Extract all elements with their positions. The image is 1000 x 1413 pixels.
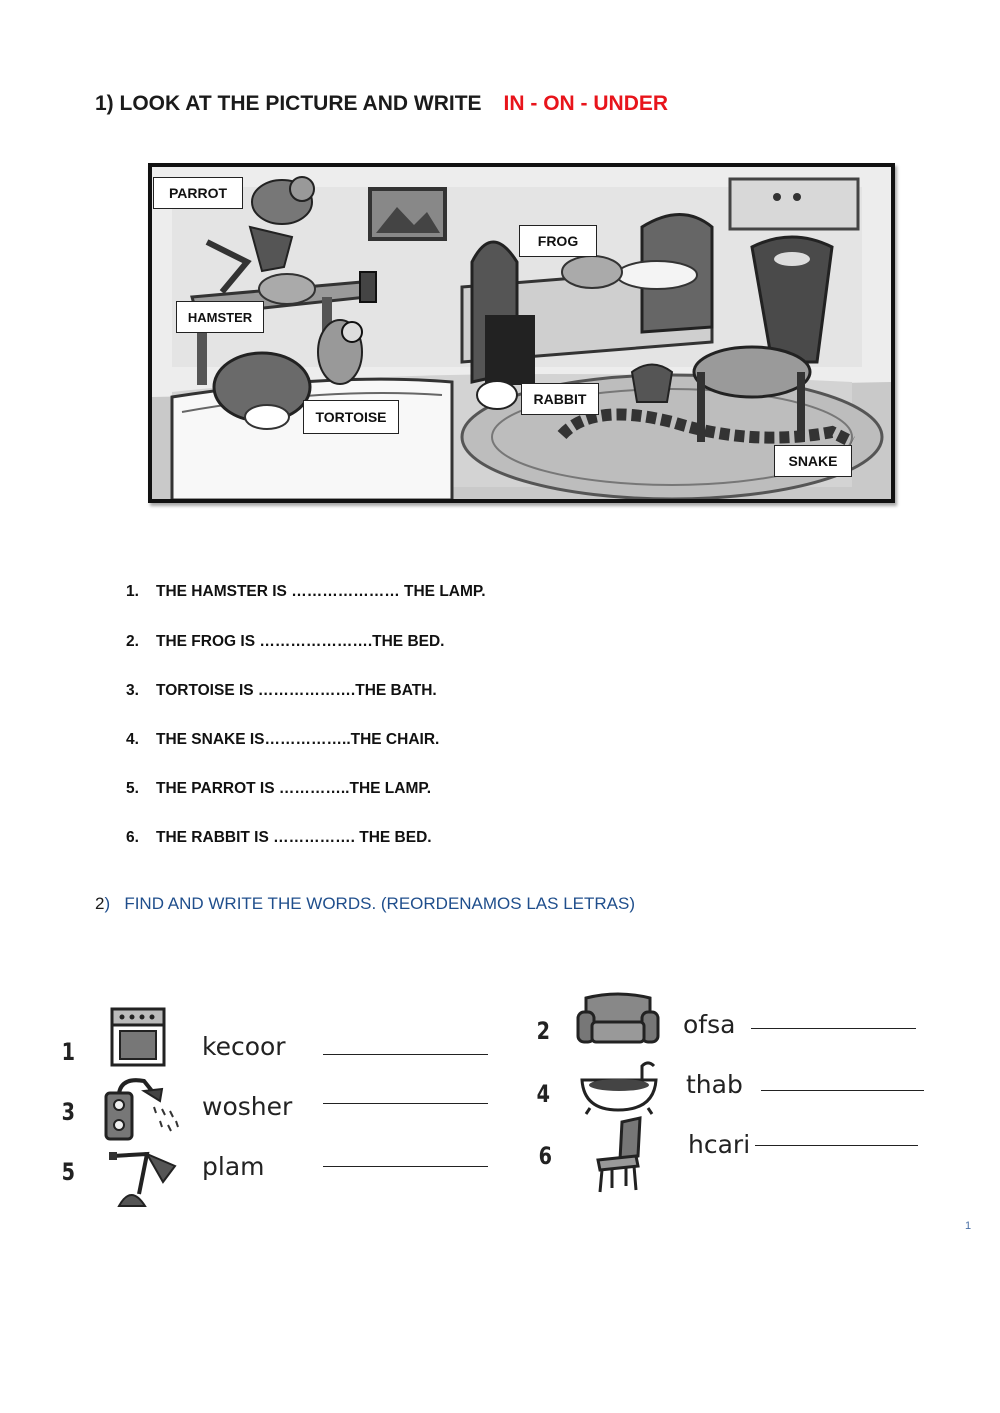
question-3: [126, 682, 437, 700]
item-number: 6: [538, 1142, 553, 1170]
scrambled-word: thab: [686, 1070, 743, 1099]
question-number: 3.: [126, 682, 139, 699]
page-number: 1: [965, 1220, 972, 1232]
question-number: 6.: [126, 829, 139, 846]
scrambled-word: ofsa: [683, 1010, 736, 1039]
scrambled-word: hcari: [688, 1130, 751, 1159]
section2-number: 2: [95, 894, 105, 913]
item-number: 2: [536, 1017, 551, 1045]
question-number: 5.: [126, 780, 139, 797]
question-number: 4.: [126, 731, 139, 748]
scrambled-word: kecoor: [202, 1032, 286, 1061]
sofa-icon: [576, 990, 660, 1048]
question-5: [126, 780, 431, 798]
label-parrot: PARROT: [153, 177, 243, 209]
section2-title: [95, 894, 635, 914]
label-snake: SNAKE: [774, 445, 852, 477]
bath-icon: [578, 1058, 660, 1116]
question-text: THE SNAKE IS……………..THE CHAIR.: [156, 731, 440, 748]
question-2: [126, 633, 444, 651]
scrambled-word: wosher: [202, 1092, 293, 1121]
item-number: 3: [61, 1098, 76, 1126]
section2-instruction: FIND AND WRITE THE WORDS. (REORDENAMOS LAS LETRAS): [124, 894, 635, 913]
section1-instruction: 1) LOOK AT THE PICTURE AND WRITE: [95, 92, 482, 115]
answer-line-3[interactable]: [323, 1103, 488, 1104]
answer-line-4[interactable]: [761, 1090, 924, 1091]
item-number: 1: [61, 1038, 76, 1066]
question-4: [126, 731, 439, 749]
question-6: [126, 829, 432, 847]
item-number: 4: [536, 1080, 551, 1108]
chair-icon: [592, 1116, 650, 1196]
answer-line-5[interactable]: [323, 1166, 488, 1167]
question-text: THE HAMSTER IS ………………… THE LAMP.: [156, 583, 486, 600]
section1-options: IN - ON - UNDER: [503, 92, 669, 115]
question-text: TORTOISE IS ……………….THE BATH.: [156, 682, 437, 699]
answer-line-6[interactable]: [755, 1145, 918, 1146]
label-hamster: HAMSTER: [176, 301, 264, 333]
question-number: 1.: [126, 583, 139, 600]
label-tortoise: TORTOISE: [303, 400, 399, 434]
question-text: THE FROG IS ………………….THE BED.: [156, 633, 445, 650]
section2-paren: ): [104, 894, 111, 913]
cooker-icon: [108, 1005, 168, 1067]
question-text: THE PARROT IS …………..THE LAMP.: [156, 780, 431, 797]
question-1: [126, 583, 486, 601]
answer-line-2[interactable]: [751, 1028, 916, 1029]
label-frog: FROG: [519, 225, 597, 257]
scrambled-word: plam: [202, 1152, 265, 1181]
shower-icon: [102, 1075, 184, 1143]
label-rabbit: RABBIT: [521, 383, 599, 415]
bedroom-picture: [148, 163, 895, 503]
section1-title: [95, 92, 668, 116]
answer-line-1[interactable]: [323, 1054, 488, 1055]
item-number: 5: [61, 1158, 76, 1186]
lamp-icon: [105, 1146, 183, 1208]
question-number: 2.: [126, 633, 139, 650]
question-text: THE RABBIT IS ……………. THE BED.: [156, 829, 432, 846]
